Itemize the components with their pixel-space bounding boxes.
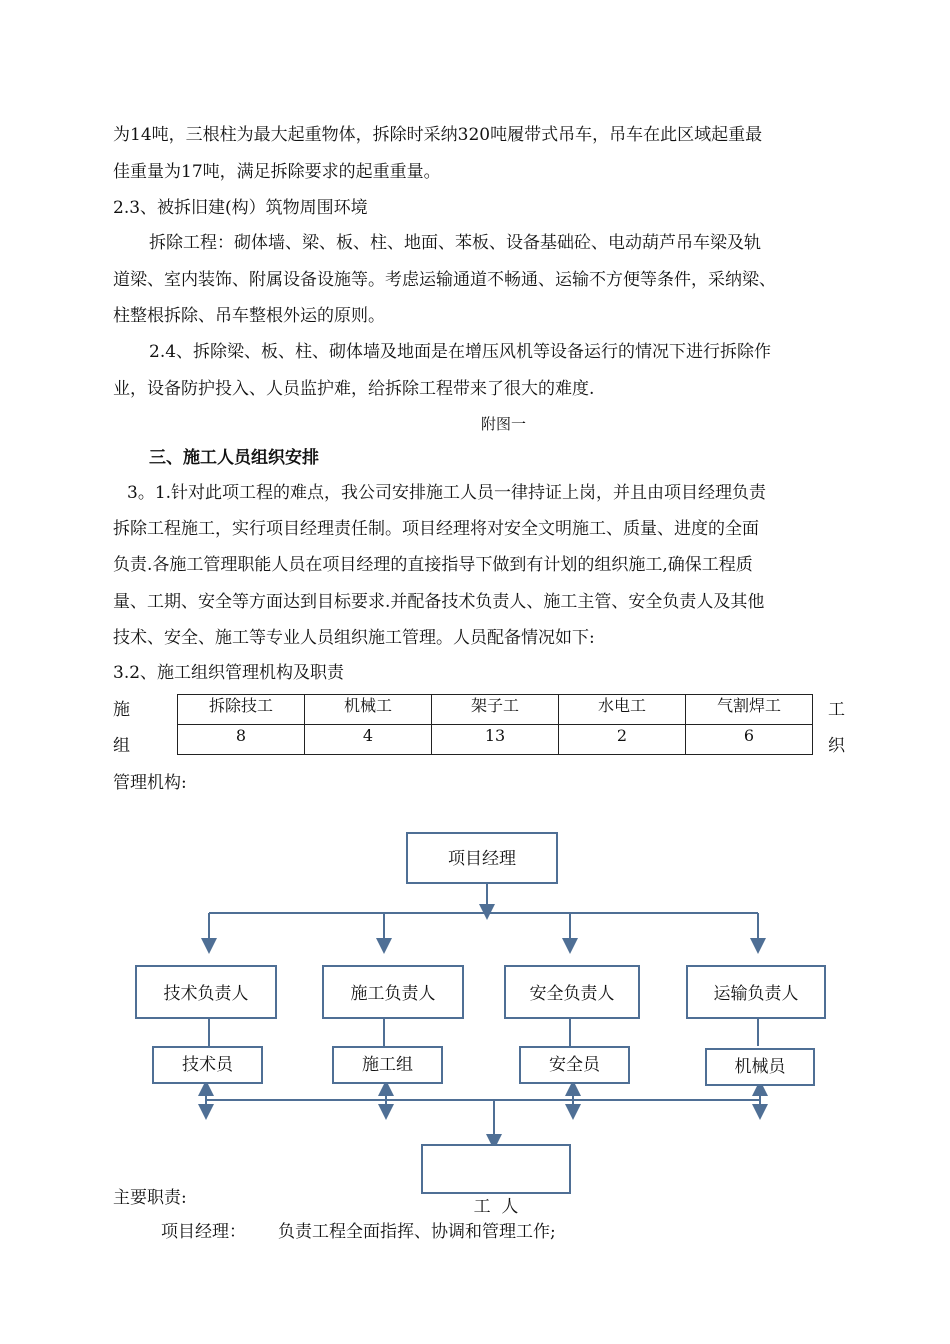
crew-count-cell: 6 bbox=[686, 725, 813, 755]
org-box-safety-lead bbox=[504, 965, 640, 1019]
para4-line1: 3。1.针对此项工程的难点，我公司安排施工人员一律持证上岗，并且由项目经理负责 bbox=[127, 483, 767, 503]
org-label: 项目经理 bbox=[448, 849, 516, 869]
crew-header-cell: 拆除技工 bbox=[178, 695, 305, 725]
org-label: 技术员 bbox=[182, 1055, 233, 1075]
org-box-safety-officer bbox=[519, 1046, 630, 1084]
para3-line2: 业，设备防护投入、人员监护难，给拆除工程带来了很大的难度. bbox=[113, 379, 595, 399]
side-text-left-2: 组 bbox=[113, 736, 130, 756]
org-box-tech-lead bbox=[135, 965, 277, 1019]
crew-count-cell: 13 bbox=[432, 725, 559, 755]
side-text-left-1: 施 bbox=[113, 700, 130, 720]
crew-header-cell: 机械工 bbox=[305, 695, 432, 725]
crew-header-cell: 架子工 bbox=[432, 695, 559, 725]
crew-table-count-row bbox=[178, 725, 813, 755]
para4-line4: 量、工期、安全等方面达到目标要求.并配备技术负责人、施工主管、安全负责人及其他 bbox=[113, 592, 765, 612]
para1-line2: 佳重量为17吨，满足拆除要求的起重重量。 bbox=[113, 162, 441, 182]
crew-header-cell: 水电工 bbox=[559, 695, 686, 725]
heading-3-2: 3.2、施工组织管理机构及职责 bbox=[113, 663, 345, 683]
crew-table-header-row bbox=[178, 695, 813, 725]
org-label: 施工组 bbox=[362, 1055, 413, 1075]
duty-pm-text: 负责工程全面指挥、协调和管理工作; bbox=[278, 1222, 556, 1242]
org-box-workers bbox=[421, 1144, 571, 1217]
para2-line2: 道梁、室内装饰、附属设备设施等。考虑运输通道不畅通、运输不方便等条件，采纳梁、 bbox=[113, 270, 776, 290]
org-label: 安全员 bbox=[549, 1055, 600, 1075]
para2-line3: 柱整根拆除、吊车整根外运的原则。 bbox=[113, 306, 385, 326]
para4-line2: 拆除工程施工，实行项目经理责任制。项目经理将对安全文明施工、质量、进度的全面 bbox=[113, 519, 759, 539]
side-text-right-1: 工 bbox=[828, 700, 845, 720]
org-label: 工 人 bbox=[473, 1197, 519, 1217]
org-box-construction-lead bbox=[322, 965, 464, 1019]
org-label: 技术负责人 bbox=[163, 984, 249, 1004]
org-box-technician bbox=[152, 1046, 263, 1084]
crew-header-cell: 气割焊工 bbox=[686, 695, 813, 725]
duties-title: 主要职责: bbox=[113, 1188, 187, 1208]
org-label: 施工负责人 bbox=[350, 984, 436, 1004]
crew-count-cell: 2 bbox=[559, 725, 686, 755]
para3-line1: 2.4、拆除梁、板、柱、砌体墙及地面是在增压风机等设备运行的情况下进行拆除作 bbox=[149, 342, 772, 362]
org-box-construction-team bbox=[332, 1046, 443, 1084]
para2-line1: 拆除工程：砌体墙、梁、板、柱、地面、苯板、设备基础砼、电动葫芦吊车梁及轨 bbox=[149, 233, 761, 253]
management-label: 管理机构: bbox=[113, 773, 187, 793]
duty-pm-label: 项目经理： bbox=[161, 1222, 246, 1242]
crew-table bbox=[177, 694, 813, 755]
org-label: 机械员 bbox=[734, 1057, 786, 1077]
org-box-transport-lead bbox=[686, 965, 826, 1019]
org-label: 运输负责人 bbox=[713, 984, 799, 1004]
crew-count-cell: 4 bbox=[305, 725, 432, 755]
figure-caption: 附图一 bbox=[481, 415, 527, 433]
org-label: 安全负责人 bbox=[529, 984, 615, 1004]
org-box-mechanic bbox=[705, 1048, 815, 1086]
para1-line1: 为14吨，三根柱为最大起重物体，拆除时采纳320吨履带式吊车，吊车在此区域起重最 bbox=[113, 125, 763, 145]
crew-count-cell: 8 bbox=[178, 725, 305, 755]
para4-line5: 技术、安全、施工等专业人员组织施工管理。人员配备情况如下: bbox=[113, 628, 595, 648]
section-3-heading: 三、施工人员组织安排 bbox=[149, 448, 319, 468]
side-text-right-2: 织 bbox=[828, 736, 845, 756]
para4-line3: 负责.各施工管理职能人员在项目经理的直接指导下做到有计划的组织施工,确保工程质 bbox=[113, 555, 753, 575]
org-box-project-manager bbox=[406, 832, 558, 884]
heading-2-3: 2.3、被拆旧建(构）筑物周围环境 bbox=[113, 198, 368, 218]
